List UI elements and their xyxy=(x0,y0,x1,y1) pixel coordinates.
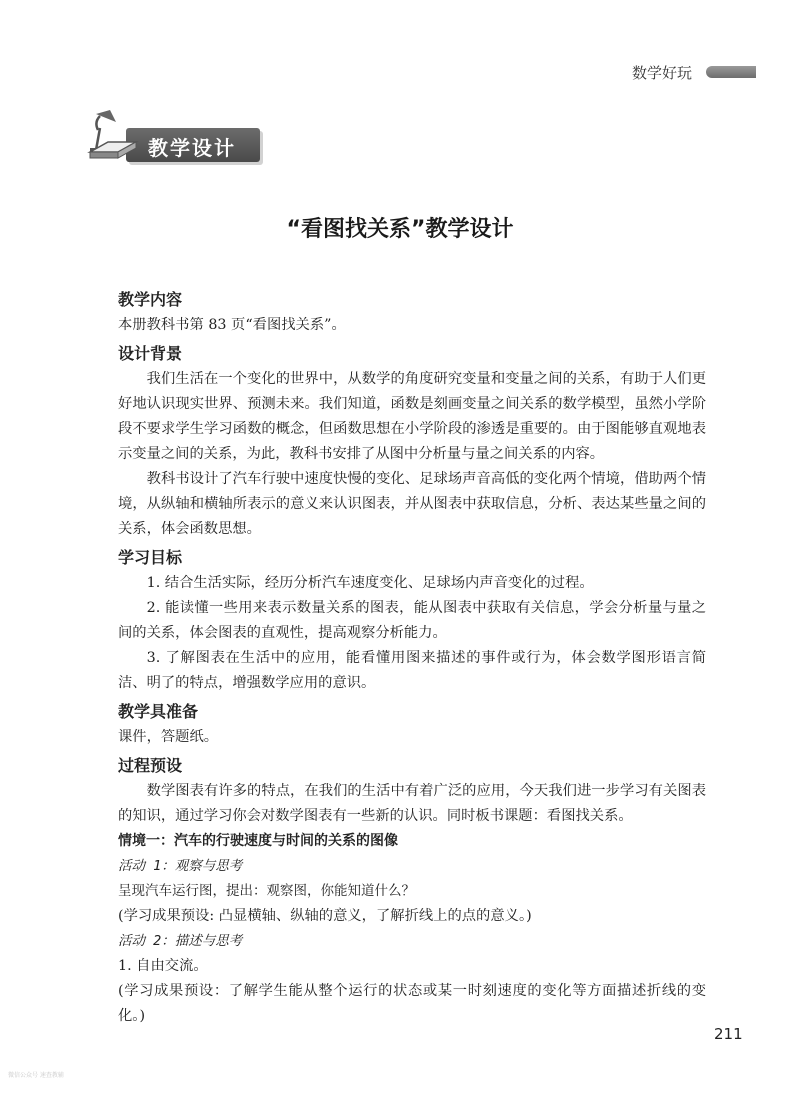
heading-process: 过程预设 xyxy=(118,756,183,775)
desk-lamp-book-icon xyxy=(86,108,148,164)
activity-2-note: (学习成果预设：了解学生能从整个运行的状态或某一时刻速度的变化等方面描述折线的变化。) xyxy=(118,983,706,1024)
activity-2-title: 活动 2：描述与思考 xyxy=(118,933,243,949)
activity-1-note: (学习成果预设: 凸显横轴、纵轴的意义，了解折线上的点的意义。) xyxy=(118,908,532,924)
heading-teaching-content: 教学内容 xyxy=(118,290,183,309)
activity-2-item-1: 1. 自由交流。 xyxy=(118,958,208,974)
heading-design-background: 设计背景 xyxy=(118,344,183,363)
page-number: 211 xyxy=(714,1025,743,1043)
header-section-label: 数学好玩 xyxy=(632,64,693,82)
background-paragraph-2: 教科书设计了汽车行驶中速度快慢的变化、足球场声音高低的变化两个情境，借助两个情境，从纵轴和横轴所表示的意义来认识图表，并从图表中获取信息，分析、表达某些量之间的关系，体会函数思想。 xyxy=(118,471,706,537)
header-decor-bar xyxy=(706,66,756,78)
activity-1-title: 活动 1：观察与思考 xyxy=(118,858,243,874)
process-intro: 数学图表有许多的特点，在我们的生活中有着广泛的应用，今天我们进一步学习有关图表的知识，通过学习你会对数学图表有一些新的认识。同时板书课题：看图找关系。 xyxy=(118,783,706,824)
goal-3: 3. 了解图表在生活中的应用，能看懂用图来描述的事件或行为，体会数学图形语言简洁、明了的特点，增强数学应用的意识。 xyxy=(118,650,706,691)
scenario-1-title: 情境一：汽车的行驶速度与时间的关系的图像 xyxy=(118,833,398,849)
section-badge xyxy=(86,108,256,164)
background-paragraph-1: 我们生活在一个变化的世界中，从数学的角度研究变量和变量之间的关系，有助于人们更好地认识现实世界、预测未来。我们知道，函数是刻画变量之间关系的数学模型，虽然小学阶段不要求学生学习函数的概念，但函数思想在小学阶段的渗透是重要的。由于图能够直观地表示变量之间的关系，为此，教科书安排了从图中分析量与量之间关系的内容。 xyxy=(118,371,706,462)
teaching-tools-text: 课件，答题纸。 xyxy=(118,729,219,745)
watermark: 微信公众号 速查教辅 xyxy=(8,1072,64,1079)
goal-2: 2. 能读懂一些用来表示数量关系的图表，能从图表中获取有关信息，学会分析量与量之间的关系，体会图表的直观性，提高观察分析能力。 xyxy=(118,600,706,641)
teaching-content-text: 本册教科书第 83 页“看图找关系”。 xyxy=(118,317,346,333)
heading-teaching-tools: 教学具准备 xyxy=(118,702,199,721)
goal-1: 1. 结合生活实际，经历分析汽车速度变化、足球场内声音变化的过程。 xyxy=(146,575,594,591)
document-body xyxy=(118,284,706,1029)
document-title: “看图找关系”教学设计 xyxy=(286,217,514,242)
heading-learning-goals: 学习目标 xyxy=(118,548,183,567)
activity-1-text: 呈现汽车运行图，提出：观察图，你能知道什么？ xyxy=(118,883,415,899)
badge-label: 教学设计 xyxy=(148,136,236,160)
